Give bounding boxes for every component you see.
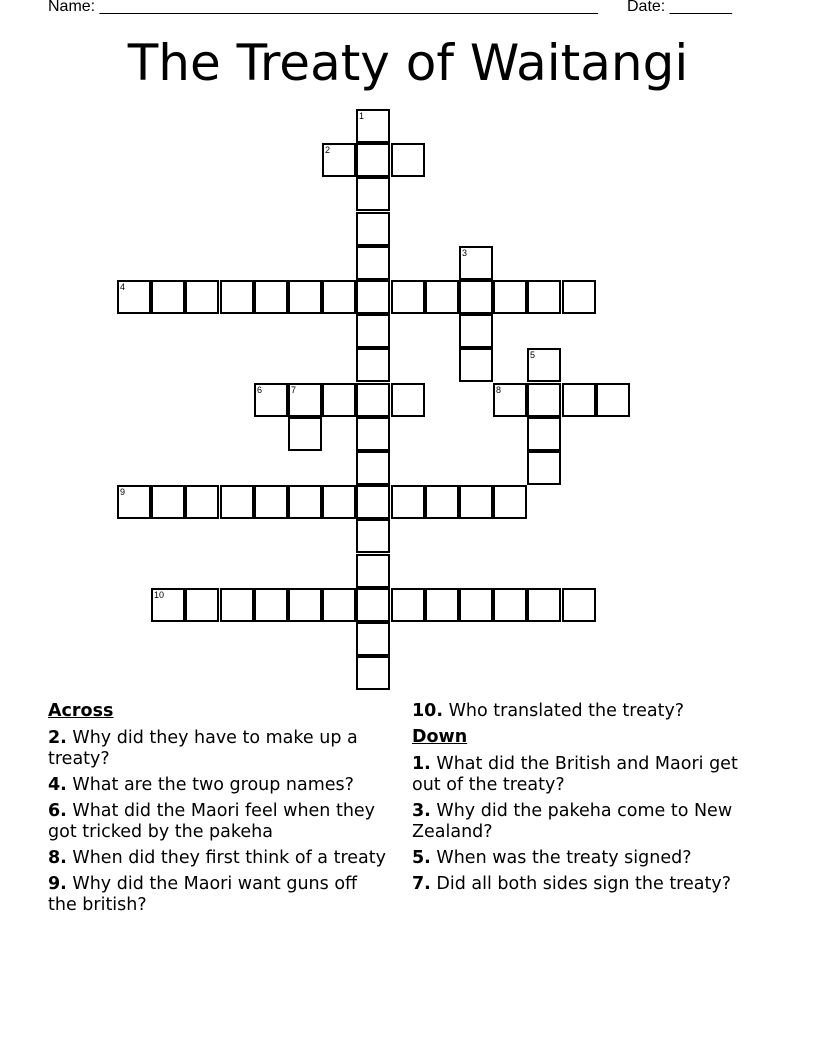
- grid-cell[interactable]: [356, 246, 390, 280]
- grid-cell[interactable]: [356, 485, 390, 519]
- across-heading: Across: [48, 701, 114, 721]
- grid-cell[interactable]: [356, 519, 390, 553]
- grid-cell[interactable]: [493, 588, 527, 622]
- clue-number: 7.: [412, 874, 431, 894]
- grid-cell[interactable]: [322, 143, 356, 177]
- clue-number: 3.: [412, 801, 431, 821]
- clue-number-label: 9: [120, 487, 126, 497]
- clue-number: 2.: [48, 728, 67, 748]
- clue-number-label: 7: [291, 385, 297, 395]
- down-heading: Down: [412, 727, 468, 747]
- grid-cell[interactable]: [356, 554, 390, 588]
- grid-cell[interactable]: [288, 417, 322, 451]
- clue-down-7: [412, 874, 752, 895]
- grid-cell[interactable]: [288, 485, 322, 519]
- clue-text: Why did the Maori want guns off the british?: [48, 874, 358, 915]
- grid-cell[interactable]: [288, 280, 322, 314]
- page-title: The Treaty of Waitangi: [127, 34, 689, 92]
- grid-cell[interactable]: [459, 485, 493, 519]
- grid-cell[interactable]: [391, 143, 425, 177]
- grid-cell[interactable]: [459, 588, 493, 622]
- grid-cell[interactable]: [356, 383, 390, 417]
- clue-across-2: [48, 728, 388, 770]
- grid-cell[interactable]: [322, 485, 356, 519]
- grid-cell[interactable]: [220, 280, 254, 314]
- grid-cell[interactable]: [185, 588, 219, 622]
- grid-cell[interactable]: [391, 485, 425, 519]
- grid-cell[interactable]: [562, 588, 596, 622]
- grid-cell[interactable]: [493, 485, 527, 519]
- clue-number: 10.: [412, 701, 444, 721]
- clue-text: What did the British and Maori get out of the treaty?: [412, 754, 738, 795]
- clue-text: Did all both sides sign the treaty?: [436, 874, 731, 894]
- clue-down-5: [412, 848, 752, 869]
- grid-cell[interactable]: [322, 280, 356, 314]
- grid-cell[interactable]: [493, 383, 527, 417]
- grid-cell[interactable]: [356, 417, 390, 451]
- grid-cell[interactable]: [562, 383, 596, 417]
- grid-cell[interactable]: [425, 588, 459, 622]
- grid-cell[interactable]: [391, 280, 425, 314]
- grid-cell[interactable]: [117, 280, 151, 314]
- clue-across-4: [48, 775, 388, 796]
- grid-cell[interactable]: [493, 280, 527, 314]
- clue-number-label: 4: [120, 282, 126, 292]
- clue-text: When was the treaty signed?: [436, 848, 692, 868]
- clues-left-column: [48, 701, 388, 921]
- grid-cell[interactable]: [185, 280, 219, 314]
- grid-cell[interactable]: [356, 588, 390, 622]
- clue-text: What are the two group names?: [72, 775, 354, 795]
- clue-across-10: [412, 701, 752, 722]
- grid-cell[interactable]: [356, 212, 390, 246]
- clues-right-column: [412, 701, 752, 900]
- grid-cell[interactable]: [356, 656, 390, 690]
- clue-number-label: 2: [325, 145, 331, 155]
- grid-cell[interactable]: [527, 588, 561, 622]
- clue-number: 5.: [412, 848, 431, 868]
- clue-number: 1.: [412, 754, 431, 774]
- clue-number: 8.: [48, 848, 67, 868]
- clue-number: 9.: [48, 874, 67, 894]
- clue-number-label: 8: [496, 385, 502, 395]
- grid-cell[interactable]: [459, 314, 493, 348]
- clue-across-6: [48, 801, 388, 843]
- clue-number-label: 6: [257, 385, 263, 395]
- grid-cell[interactable]: [527, 280, 561, 314]
- grid-cell[interactable]: [356, 622, 390, 656]
- grid-cell[interactable]: [254, 588, 288, 622]
- grid-cell[interactable]: [391, 588, 425, 622]
- clue-across-9: [48, 874, 388, 916]
- grid-cell[interactable]: [527, 348, 561, 382]
- clue-text: When did they first think of a treaty: [72, 848, 386, 868]
- clue-text: Why did the pakeha come to New Zealand?: [412, 801, 733, 842]
- grid-cell[interactable]: [356, 314, 390, 348]
- grid-cell[interactable]: [254, 485, 288, 519]
- grid-cell[interactable]: [322, 383, 356, 417]
- grid-cell[interactable]: [356, 177, 390, 211]
- grid-cell[interactable]: [288, 383, 322, 417]
- grid-cell[interactable]: [356, 109, 390, 143]
- clue-text: What did the Maori feel when they got tricked by the pakeha: [48, 801, 376, 842]
- grid-cell[interactable]: [151, 485, 185, 519]
- grid-cell[interactable]: [425, 485, 459, 519]
- clue-down-3: [412, 801, 752, 843]
- clue-text: Who translated the treaty?: [448, 701, 685, 721]
- grid-cell[interactable]: [322, 588, 356, 622]
- grid-cell[interactable]: [356, 348, 390, 382]
- name-field-label: Name: ________________________________________________________: [48, 0, 598, 15]
- grid-cell[interactable]: [596, 383, 630, 417]
- grid-cell[interactable]: [356, 280, 390, 314]
- grid-cell[interactable]: [220, 588, 254, 622]
- grid-cell[interactable]: [459, 348, 493, 382]
- grid-cell[interactable]: [391, 383, 425, 417]
- clue-number: 6.: [48, 801, 67, 821]
- grid-cell[interactable]: [117, 485, 151, 519]
- clue-number: 4.: [48, 775, 67, 795]
- clue-number-label: 1: [359, 111, 365, 121]
- clue-number-label: 5: [530, 350, 536, 360]
- clue-number-label: 3: [462, 248, 468, 258]
- grid-cell[interactable]: [220, 485, 254, 519]
- grid-cell[interactable]: [527, 451, 561, 485]
- grid-cell[interactable]: [562, 280, 596, 314]
- grid-cell[interactable]: [151, 280, 185, 314]
- grid-cell[interactable]: [288, 588, 322, 622]
- date-field-label: Date: _______: [627, 0, 732, 15]
- grid-cell[interactable]: [254, 383, 288, 417]
- grid-cell[interactable]: [356, 451, 390, 485]
- clue-number-label: 10: [154, 590, 165, 600]
- grid-cell[interactable]: [527, 383, 561, 417]
- clue-across-8: [48, 848, 388, 869]
- grid-cell[interactable]: [425, 280, 459, 314]
- grid-cell[interactable]: [185, 485, 219, 519]
- grid-cell[interactable]: [254, 280, 288, 314]
- grid-cell[interactable]: [459, 280, 493, 314]
- grid-cell[interactable]: [459, 246, 493, 280]
- clue-down-1: [412, 754, 752, 796]
- grid-cell[interactable]: [527, 417, 561, 451]
- grid-cell[interactable]: [356, 143, 390, 177]
- clue-text: Why did they have to make up a treaty?: [48, 728, 358, 769]
- grid-cell[interactable]: [151, 588, 185, 622]
